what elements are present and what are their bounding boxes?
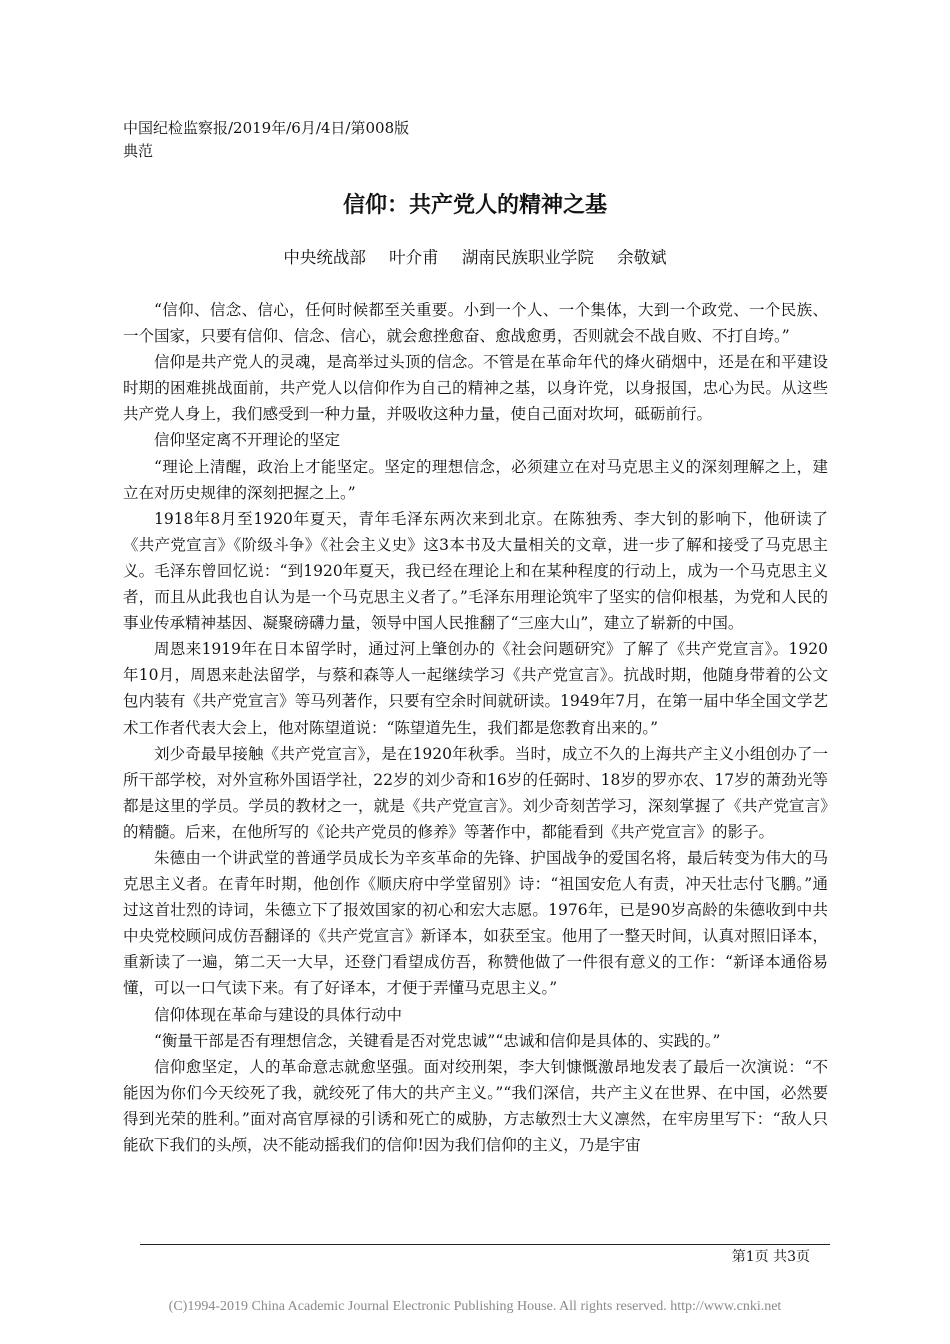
author-affiliation: 中央统战部 xyxy=(283,248,366,267)
body-paragraph: 朱德由一个讲武堂的普通学员成长为辛亥革命的先锋、护国战争的爱国名将，最后转变为伟大的马克思主义者。在青年时期，他创作《顺庆府中学堂留别》诗：“祖国安危人有责，冲天壮志付飞鹏。”通过这首壮烈的诗词，朱德立下了报效国家的初心和宏大志愿。1976年，已是90岁高龄的朱德收到中共中央党校顾问成仿吾翻译的《共产党宣言》新译本，如获至宝。他用了一整天时间，认真对照旧译本，重新读了一遍，第二天一大早，还登门看望成仿吾，称赞他做了一件很有意义的工作：“新译本通俗易懂，可以一口气读下来。有了好译本，才便于弄懂马克思主义。” xyxy=(123,848,828,998)
body-paragraph: 信仰愈坚定，人的革命意志就愈坚强。面对绞刑架，李大钊慷慨激昂地发表了最后一次演说：“不能因为你们今天绞死了我，就绞死了伟大的共产主义。”“我们深信，共产主义在世界、在中国，必然要得到光荣的胜利。”面对高官厚禄的引诱和死亡的威胁，方志敏烈士大义凛然，在牢房里写下：“敌人只能砍下我们的头颅，决不能动摇我们的信仰!因为我们信仰的主义，乃是宇宙 xyxy=(123,1057,828,1154)
body-paragraph: “衡量干部是否有理想信念，关键看是否对党忠诚”“忠诚和信仰是具体的、实践的。” xyxy=(154,1031,721,1050)
source-info xyxy=(123,117,409,163)
section-heading: 信仰坚定离不开理论的坚定 xyxy=(154,431,341,450)
article-title: 信仰：共产党人的精神之基 xyxy=(342,193,607,218)
article-authors xyxy=(0,245,950,271)
body-paragraph: “理论上清醒，政治上才能坚定。坚定的理想信念，必须建立在对马克思主义的深刻理解之上，建立在对历史规律的深刻把握之上。” xyxy=(123,457,828,502)
footer-divider xyxy=(140,1244,830,1245)
column-name: 典范 xyxy=(123,142,154,160)
section-heading: 信仰体现在革命与建设的具体行动中 xyxy=(154,1005,403,1024)
article-body xyxy=(123,297,828,1158)
body-paragraph: 刘少奇最早接触《共产党宣言》，是在1920年秋季。当时，成立不久的上海共产主义小组创办了一所干部学校，对外宣称外国语学社，22岁的刘少奇和16岁的任弼时、18岁的罗亦农、17岁的萧劲光等都是这里的学员。学员的教材之一，就是《共产党宣言》。刘少奇刻苦学习，深刻掌握了《共产党宣言》的精髓。后来，在他所写的《论共产党员的修养》等著作中，都能看到《共产党宣言》的影子。 xyxy=(123,744,828,841)
body-paragraph: “信仰、信念、信心，任何时候都至关重要。小到一个人、一个集体，大到一个政党、一个民族、一个国家，只要有信仰、信念、信心，就会愈挫愈奋、愈战愈勇，否则就会不战自败、不打自垮。” xyxy=(123,301,828,346)
author-name: 叶介甫 xyxy=(389,248,439,267)
publication-line: 中国纪检监察报/2019年/6月/4日/第008版 xyxy=(123,119,410,137)
copyright-notice: (C)1994-2019 China Academic Journal Electronic Publishing House. All rights reserved. http://www.cnki.net xyxy=(168,1299,782,1314)
body-paragraph: 周恩来1919年在日本留学时，通过河上肇创办的《社会问题研究》了解了《共产党宣言》。1920年10月，周恩来赴法留学，与蔡和森等人一起继续学习《共产党宣言》。抗战时期，他随身带着的公文包内装有《共产党宣言》等马列著作，只要有空余时间就研读。1949年7月，在第一届中华全国文学艺术工作者代表大会上，他对陈望道说：“陈望道先生，我们都是您教育出来的。” xyxy=(123,640,828,737)
author-name: 余敬斌 xyxy=(617,248,667,267)
body-paragraph: 1918年8月至1920年夏天，青年毛泽东两次来到北京。在陈独秀、李大钊的影响下，他研读了《共产党宣言》《阶级斗争》《社会主义史》这3本书及大量相关的文章，进一步了解和接受了马克思主义。毛泽东曾回忆说：“到1920年夏天，我已经在理论上和在某种程度的行动上，成为一个马克思主义者，而且从此我也自认为是一个马克思主义者了。”毛泽东用理论筑牢了坚实的信仰根基，为党和人民的事业传承精神基因、凝聚磅礴力量，领导中国人民推翻了“三座大山”，建立了崭新的中国。 xyxy=(123,509,828,633)
body-paragraph: 信仰是共产党人的灵魂，是高举过头顶的信念。不管是在革命年代的烽火硝烟中，还是在和平建设时期的困难挑战面前，共产党人以信仰作为自己的精神之基，以身许党，以身报国，忠心为民。从这些共产党人身上，我们感受到一种力量，并吸收这种力量，使自己面对坎坷，砥砺前行。 xyxy=(123,353,828,424)
author-affiliation: 湖南民族职业学院 xyxy=(461,248,594,267)
page-number: 第1页 共3页 xyxy=(731,1249,810,1265)
